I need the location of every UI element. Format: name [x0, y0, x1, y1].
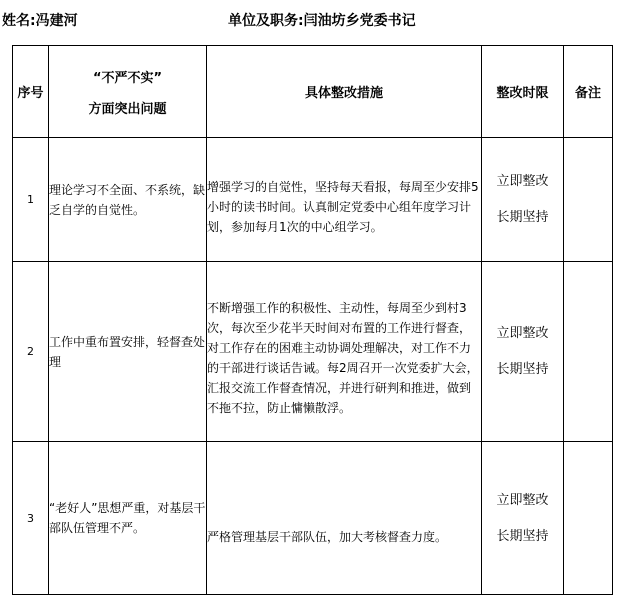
table-header-row	[13, 46, 613, 138]
row-problem: 理论学习不全面、不系统，缺乏自学的自觉性。	[49, 138, 207, 262]
row-remark	[564, 138, 613, 262]
row-measure: 增强学习的自觉性，坚持每天看报，每周至少安排5小时的读书时间。认真制定党委中心组年度学习计划，参加每月1次的中心组学习。	[207, 138, 482, 262]
unit-position-label: 单位及职务:闫油坊乡党委书记	[228, 13, 416, 29]
deadline-immediate: 立即整改	[496, 174, 549, 189]
row-measure: 严格管理基层干部队伍，加大考核督查力度。	[207, 442, 482, 595]
header-problem	[49, 46, 207, 138]
deadline-longterm: 长期坚持	[496, 210, 549, 225]
header-remark: 备注	[564, 46, 613, 138]
row-seq: 1	[13, 138, 49, 262]
row-remark	[564, 262, 613, 442]
deadline-immediate: 立即整改	[496, 492, 549, 508]
row-problem: “老好人”思想严重，对基层干部队伍管理不严。	[49, 442, 207, 595]
header-seq: 序号	[13, 46, 49, 138]
table-row	[13, 138, 613, 262]
deadline-longterm: 长期坚持	[496, 528, 549, 544]
deadline-longterm: 长期坚持	[496, 362, 549, 377]
row-measure: 不断增强工作的积极性、主动性，每周至少到村3次，每次至少花半天时间对布置的工作进行督查，对工作存在的困难主动协调处理解决，对工作不力的干部进行谈话告诫。每2周召开一次党委扩大会，汇报交流工作督查情况，并进行研判和推进，做到不拖不拉，防止慵懒散浮。	[207, 262, 482, 442]
row-deadline	[482, 138, 564, 262]
header-deadline: 整改时限	[482, 46, 564, 138]
document-header	[2, 10, 622, 30]
header-problem-line2: 方面突出问题	[88, 101, 167, 117]
row-seq: 2	[13, 262, 49, 442]
rectification-table	[12, 45, 613, 595]
name-label: 姓名:冯建河	[2, 13, 78, 29]
table-row	[13, 262, 613, 442]
header-problem-line1: “不严不实”	[92, 70, 163, 86]
row-seq: 3	[13, 442, 49, 595]
row-problem: 工作中重布置安排，轻督查处理	[49, 262, 207, 442]
row-deadline	[482, 442, 564, 595]
row-remark	[564, 442, 613, 595]
deadline-immediate: 立即整改	[496, 326, 549, 341]
table-row	[13, 442, 613, 595]
row-deadline	[482, 262, 564, 442]
header-measures: 具体整改措施	[207, 46, 482, 138]
